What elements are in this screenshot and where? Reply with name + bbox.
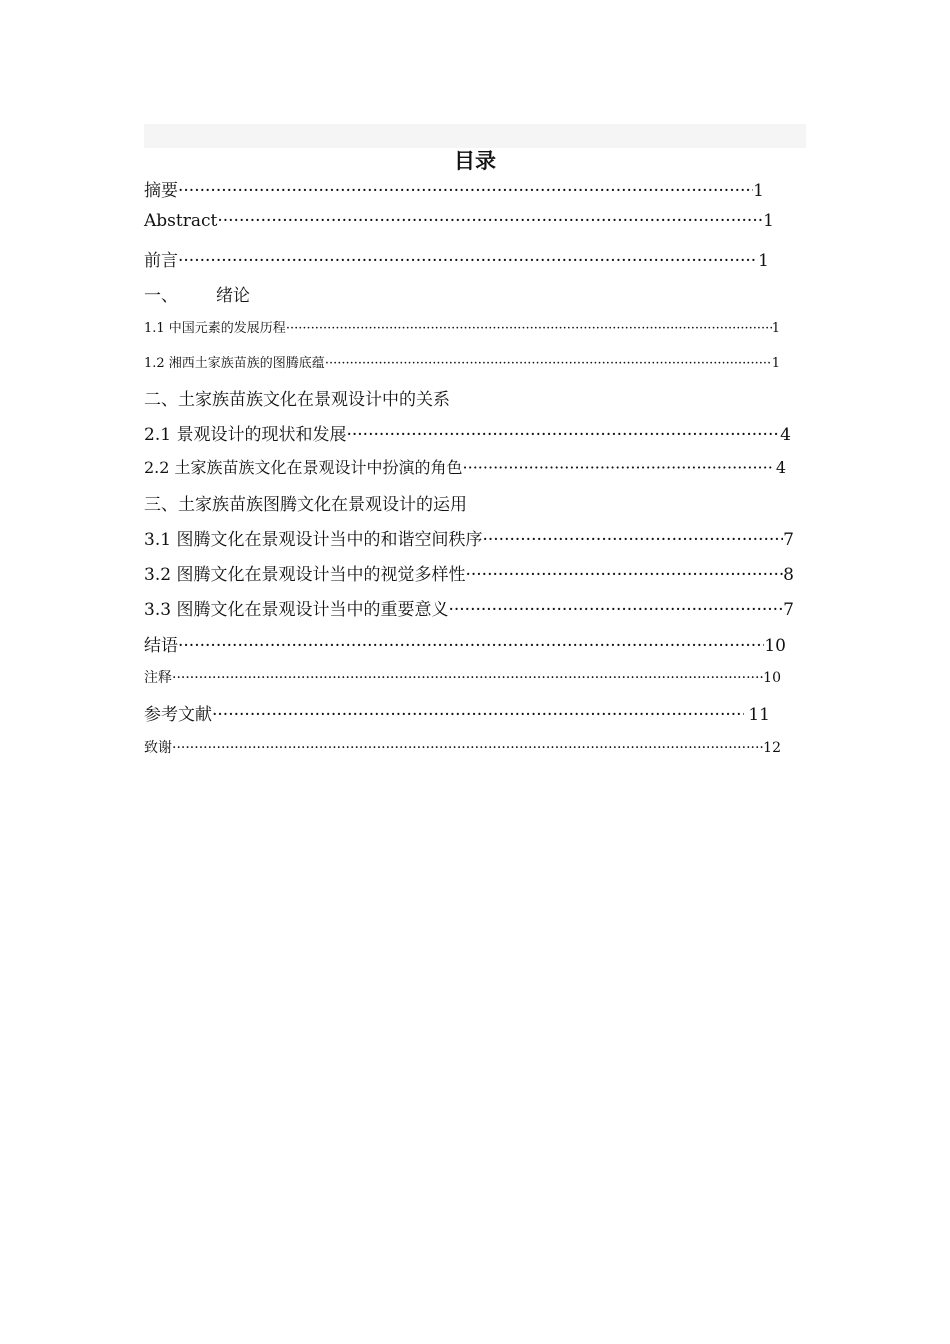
toc-entry-label: 3.1 图腾文化在景观设计当中的和谐空间秩序 [144, 530, 483, 550]
leader-dots [325, 356, 772, 371]
toc-entry-number: 一、 [144, 286, 178, 306]
toc-entry-label: 前言 [144, 251, 178, 271]
toc-entry-page: 10 [764, 636, 786, 656]
leader-dots [286, 321, 772, 336]
leader-dots [465, 565, 783, 585]
toc-entry-1-1[interactable] [144, 317, 780, 336]
toc-entry-chapter-3[interactable] [144, 490, 467, 515]
leader-dots [448, 600, 783, 620]
toc-entry-conclusion[interactable] [144, 631, 786, 656]
toc-entry-label: 致谢 [144, 740, 172, 756]
toc-entry-label: 二、土家族苗族文化在景观设计中的关系 [144, 390, 450, 410]
leader-dots [482, 530, 783, 550]
toc-entry-label: 1.2 湘西土家族苗族的图腾底蕴 [144, 356, 325, 371]
toc-entry-label: 摘要 [144, 181, 178, 201]
toc-entry-page: 10 [763, 670, 781, 686]
toc-entry-label: 参考文献 [144, 705, 212, 725]
toc-entry-label: 2.2 土家族苗族文化在景观设计中扮演的角色 [144, 458, 463, 477]
toc-entry-label: Abstract [144, 211, 218, 231]
toc-entry-acknowledgements[interactable] [144, 737, 781, 757]
toc-entry-references[interactable] [144, 700, 770, 725]
leader-dots [217, 211, 763, 231]
toc-entry-label: 注释 [144, 670, 172, 686]
toc-entry-notes[interactable] [144, 667, 781, 687]
toc-entry-page: 1 [753, 181, 764, 201]
leader-dots [172, 670, 763, 686]
toc-entry-label: 结语 [144, 636, 178, 656]
leader-dots [178, 251, 758, 271]
toc-entry-label: 3.3 图腾文化在景观设计当中的重要意义 [144, 600, 449, 620]
toc-entry-abstract-cn[interactable] [144, 176, 764, 201]
leader-dots [172, 740, 763, 756]
toc-entry-page: 7 [783, 600, 794, 620]
toc-entry-3-2[interactable] [144, 560, 794, 585]
toc-entry-page: 1 [771, 356, 780, 371]
toc-entry-page: 4 [780, 425, 791, 445]
toc-entry-page: 1 [771, 321, 780, 336]
toc-entry-2-2[interactable] [144, 455, 786, 478]
toc-title: 目录 [454, 149, 496, 173]
toc-entry-abstract-en[interactable] [144, 211, 774, 231]
toc-entry-preface[interactable] [144, 246, 769, 271]
toc-entry-page: 7 [783, 530, 794, 550]
toc-entry-page: 1 [758, 251, 769, 271]
toc-entry-label: 2.1 景观设计的现状和发展 [144, 425, 347, 445]
toc-entry-chapter-2[interactable] [144, 385, 450, 410]
leader-dots [212, 705, 744, 725]
toc-entry-label: 1.1 中国元素的发展历程 [144, 321, 286, 336]
leader-dots [463, 458, 772, 477]
toc-entry-chapter-1[interactable] [144, 281, 250, 306]
toc-entry-page: 4 [775, 458, 786, 477]
toc-entry-page: 8 [783, 565, 794, 585]
toc-entry-3-1[interactable] [144, 525, 794, 550]
toc-entry-2-1[interactable] [144, 420, 791, 445]
toc-entry-1-2[interactable] [144, 352, 780, 371]
toc-entry-label: 绪论 [216, 286, 250, 306]
leader-dots [178, 181, 753, 201]
toc-entry-label: 3.2 图腾文化在景观设计当中的视觉多样性 [144, 565, 466, 585]
toc-entry-page: 11 [748, 705, 770, 725]
header-band [144, 124, 806, 148]
toc-entry-page: 1 [763, 211, 774, 231]
leader-dots [178, 636, 764, 656]
toc-entry-label: 三、土家族苗族图腾文化在景观设计的运用 [144, 495, 467, 515]
toc-entry-3-3[interactable] [144, 595, 794, 620]
leader-dots [346, 425, 780, 445]
toc-entry-page: 12 [763, 740, 781, 756]
